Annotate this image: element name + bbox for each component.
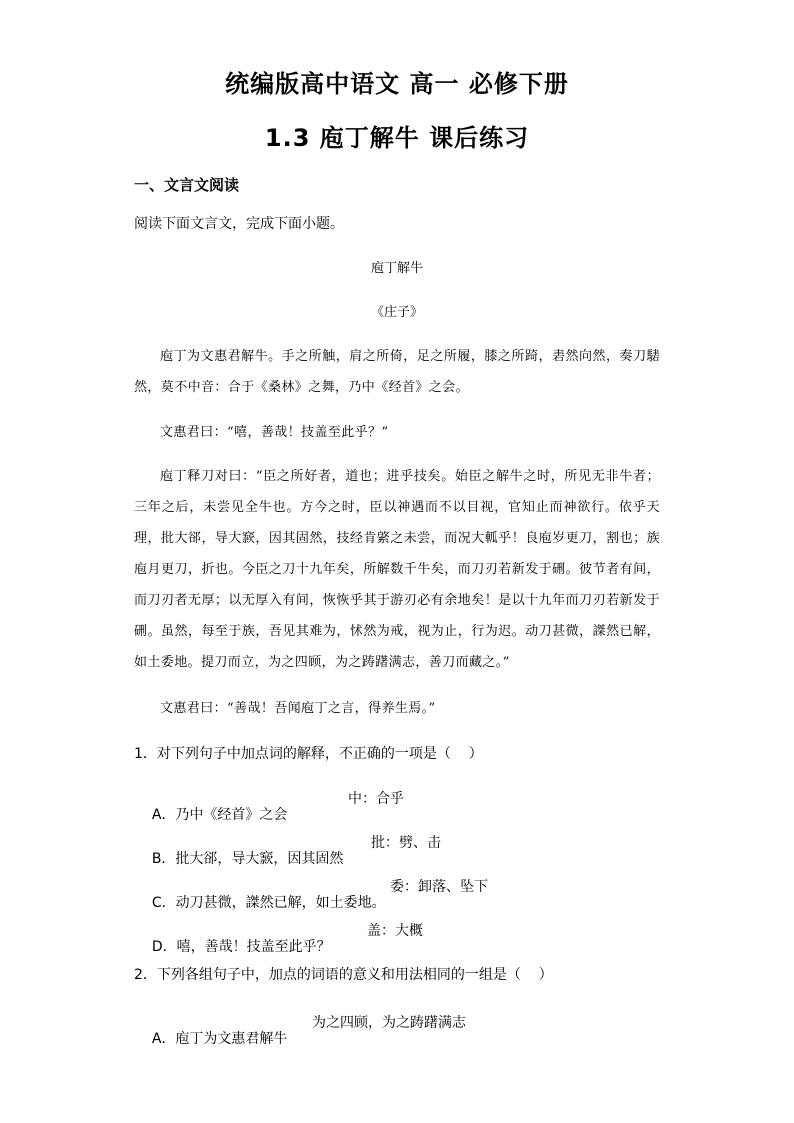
option-explanation: 为之四顾，为之踌躇满志 <box>312 1015 466 1031</box>
question-1-stem: 1．对下列句子中加点词的解释，不正确的一项是（ ） <box>134 746 483 762</box>
passage-paragraph: 庖丁为文惠君解牛。手之所触，肩之所倚，足之所履，膝之所踦，砉然向然，奏刀騞然，莫不中音：合于《桑林》之舞，乃中《经首》之会。 <box>134 349 660 395</box>
passage-title: 庖丁解牛 <box>370 261 423 276</box>
option-sentence: A．乃中《经首》之会 <box>151 807 288 823</box>
passage-paragraph: 文惠君曰：“善哉！吾闻庖丁之言，得养生焉。” <box>160 701 436 716</box>
option-explanation: 盖：大概 <box>367 923 423 939</box>
instruction-text: 阅读下面文言文，完成下面小题。 <box>134 216 344 232</box>
passage-paragraph: 文惠君曰：“嘻，善哉！技盖至此乎？” <box>160 425 389 440</box>
option-explanation: 委：卸落、坠下 <box>390 879 488 895</box>
section-heading: 一、文言文阅读 <box>134 176 240 194</box>
option-explanation: 中：合乎 <box>348 791 404 807</box>
document-title: 统编版高中语文 高一 必修下册 <box>225 70 569 98</box>
option-sentence: B．批大郤，导大窾，因其固然 <box>151 851 344 867</box>
question-2-option-a <box>134 1012 466 1080</box>
question-2-stem: 2．下列各组句子中，加点的词语的意义和用法相同的一组是（ ） <box>134 967 553 983</box>
option-sentence: A．庖丁为文惠君解牛 <box>151 1031 288 1047</box>
passage-paragraph: 庖丁释刀对曰：“臣之所好者，道也；进乎技矣。始臣之解牛之时，所见无非牛者；三年之后，未尝见全牛也。方今之时，臣以神遇而不以目视，官知止而神欲行。依乎天理，批大郤，导大窾，因其固然，技经肯綮之未尝，而况大軱乎！良庖岁更刀，割也；族庖月更刀，折也。今臣之刀十九年矣，所解数千牛矣，而刀刃若新发于硎。彼节者有间，而刀刃者无厚；以无厚入有间，恢恢乎其于游刃必有余地矣！是以十九年而刀刃若新发于硎。虽然，每至于族，吾见其难为，怵然为戒，视为止，行为迟。动刀甚微，謋然已解，如土委地。提刀而立，为之四顾，为之踌躇满志，善刀而藏之。” <box>134 469 660 670</box>
passage-author: 《庄子》 <box>370 305 423 320</box>
option-sentence: D．嘻，善哉！技盖至此乎？ <box>151 939 331 955</box>
option-sentence: C．动刀甚微，謋然已解，如土委地。 <box>151 895 386 911</box>
lesson-title: 1.3 庖丁解牛 课后练习 <box>264 124 530 152</box>
option-explanation: 批：劈、击 <box>371 835 441 851</box>
